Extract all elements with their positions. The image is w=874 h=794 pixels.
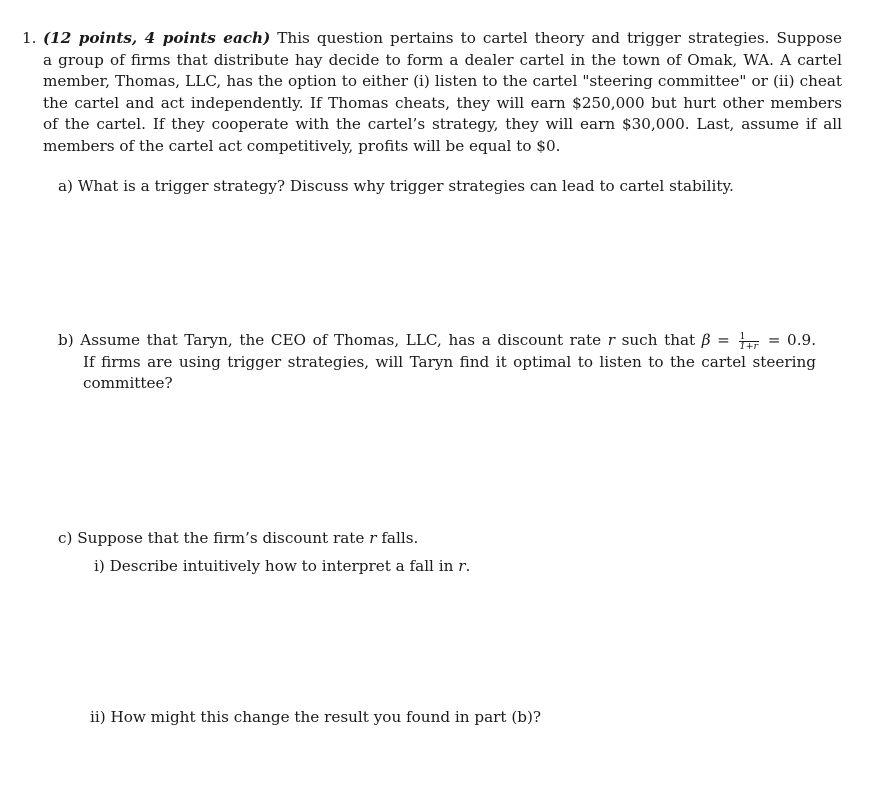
beta-symbol: β <box>701 331 711 349</box>
part-b-line-3: committee? <box>83 374 173 392</box>
question-number: 1. <box>22 29 37 47</box>
fraction-value: = 0.9. <box>767 331 817 349</box>
part-b <box>58 330 816 395</box>
part-a-text: What is a trigger strategy? Discuss why trigger strategies can lead to cartel stability. <box>77 177 734 195</box>
discount-fraction <box>739 332 760 351</box>
part-b-text: such that <box>621 331 696 349</box>
question-line-6: members of the cartel act competitively, profits will be equal to $0. <box>43 136 561 155</box>
var-r: r <box>607 331 615 349</box>
var-r: r <box>369 529 377 547</box>
part-c-i <box>94 556 470 578</box>
part-c-ii-text: How might this change the result you found in part (b)? <box>110 708 542 726</box>
part-c-i-text: Describe intuitively how to interpret a fall in <box>109 557 454 575</box>
part-b-line-1 <box>58 330 816 352</box>
question-text-line: This question pertains to cartel theory and trigger strategies. Suppose <box>277 29 843 47</box>
part-c-ii-label: ii) <box>90 708 106 726</box>
part-b-label: b) <box>58 331 74 349</box>
part-c <box>58 528 418 550</box>
part-c-text: falls. <box>381 529 419 547</box>
question-line-4: the cartel and act independently. If Thomas cheats, they will earn $250,000 but hurt other members <box>43 93 842 112</box>
question-line-2: a group of firms that distribute hay decide to form a dealer cartel in the town of Omak, WA. A cartel <box>43 50 842 69</box>
question-line-5: of the cartel. If they cooperate with the cartel’s strategy, they will earn $30,000. Last, assume if all <box>43 115 842 133</box>
part-c-text: Suppose that the firm’s discount rate <box>77 529 365 547</box>
part-a-label: a) <box>58 177 73 195</box>
part-b-text: Assume that Taryn, the CEO of Thomas, LLC, has a discount rate <box>80 331 602 349</box>
question-line-1 <box>22 28 842 50</box>
fraction-numerator: 1 <box>739 332 760 342</box>
part-c-label: c) <box>58 529 73 547</box>
part-c-i-label: i) <box>94 557 105 575</box>
period: . <box>465 557 471 575</box>
question-1 <box>22 28 842 157</box>
part-b-line-2: If firms are using trigger strategies, will Taryn find it optimal to listen to the cartel steering <box>83 352 816 371</box>
equals-sign: = <box>717 331 730 349</box>
question-points: (12 points, 4 points each) <box>43 29 271 47</box>
part-c-ii <box>90 707 541 729</box>
part-a <box>58 176 734 198</box>
fraction-denominator: 1+r <box>739 340 759 352</box>
question-line-3: member, Thomas, LLC, has the option to either (i) listen to the cartel "steering committee" or (ii) cheat <box>43 72 842 90</box>
var-r: r <box>458 557 466 575</box>
